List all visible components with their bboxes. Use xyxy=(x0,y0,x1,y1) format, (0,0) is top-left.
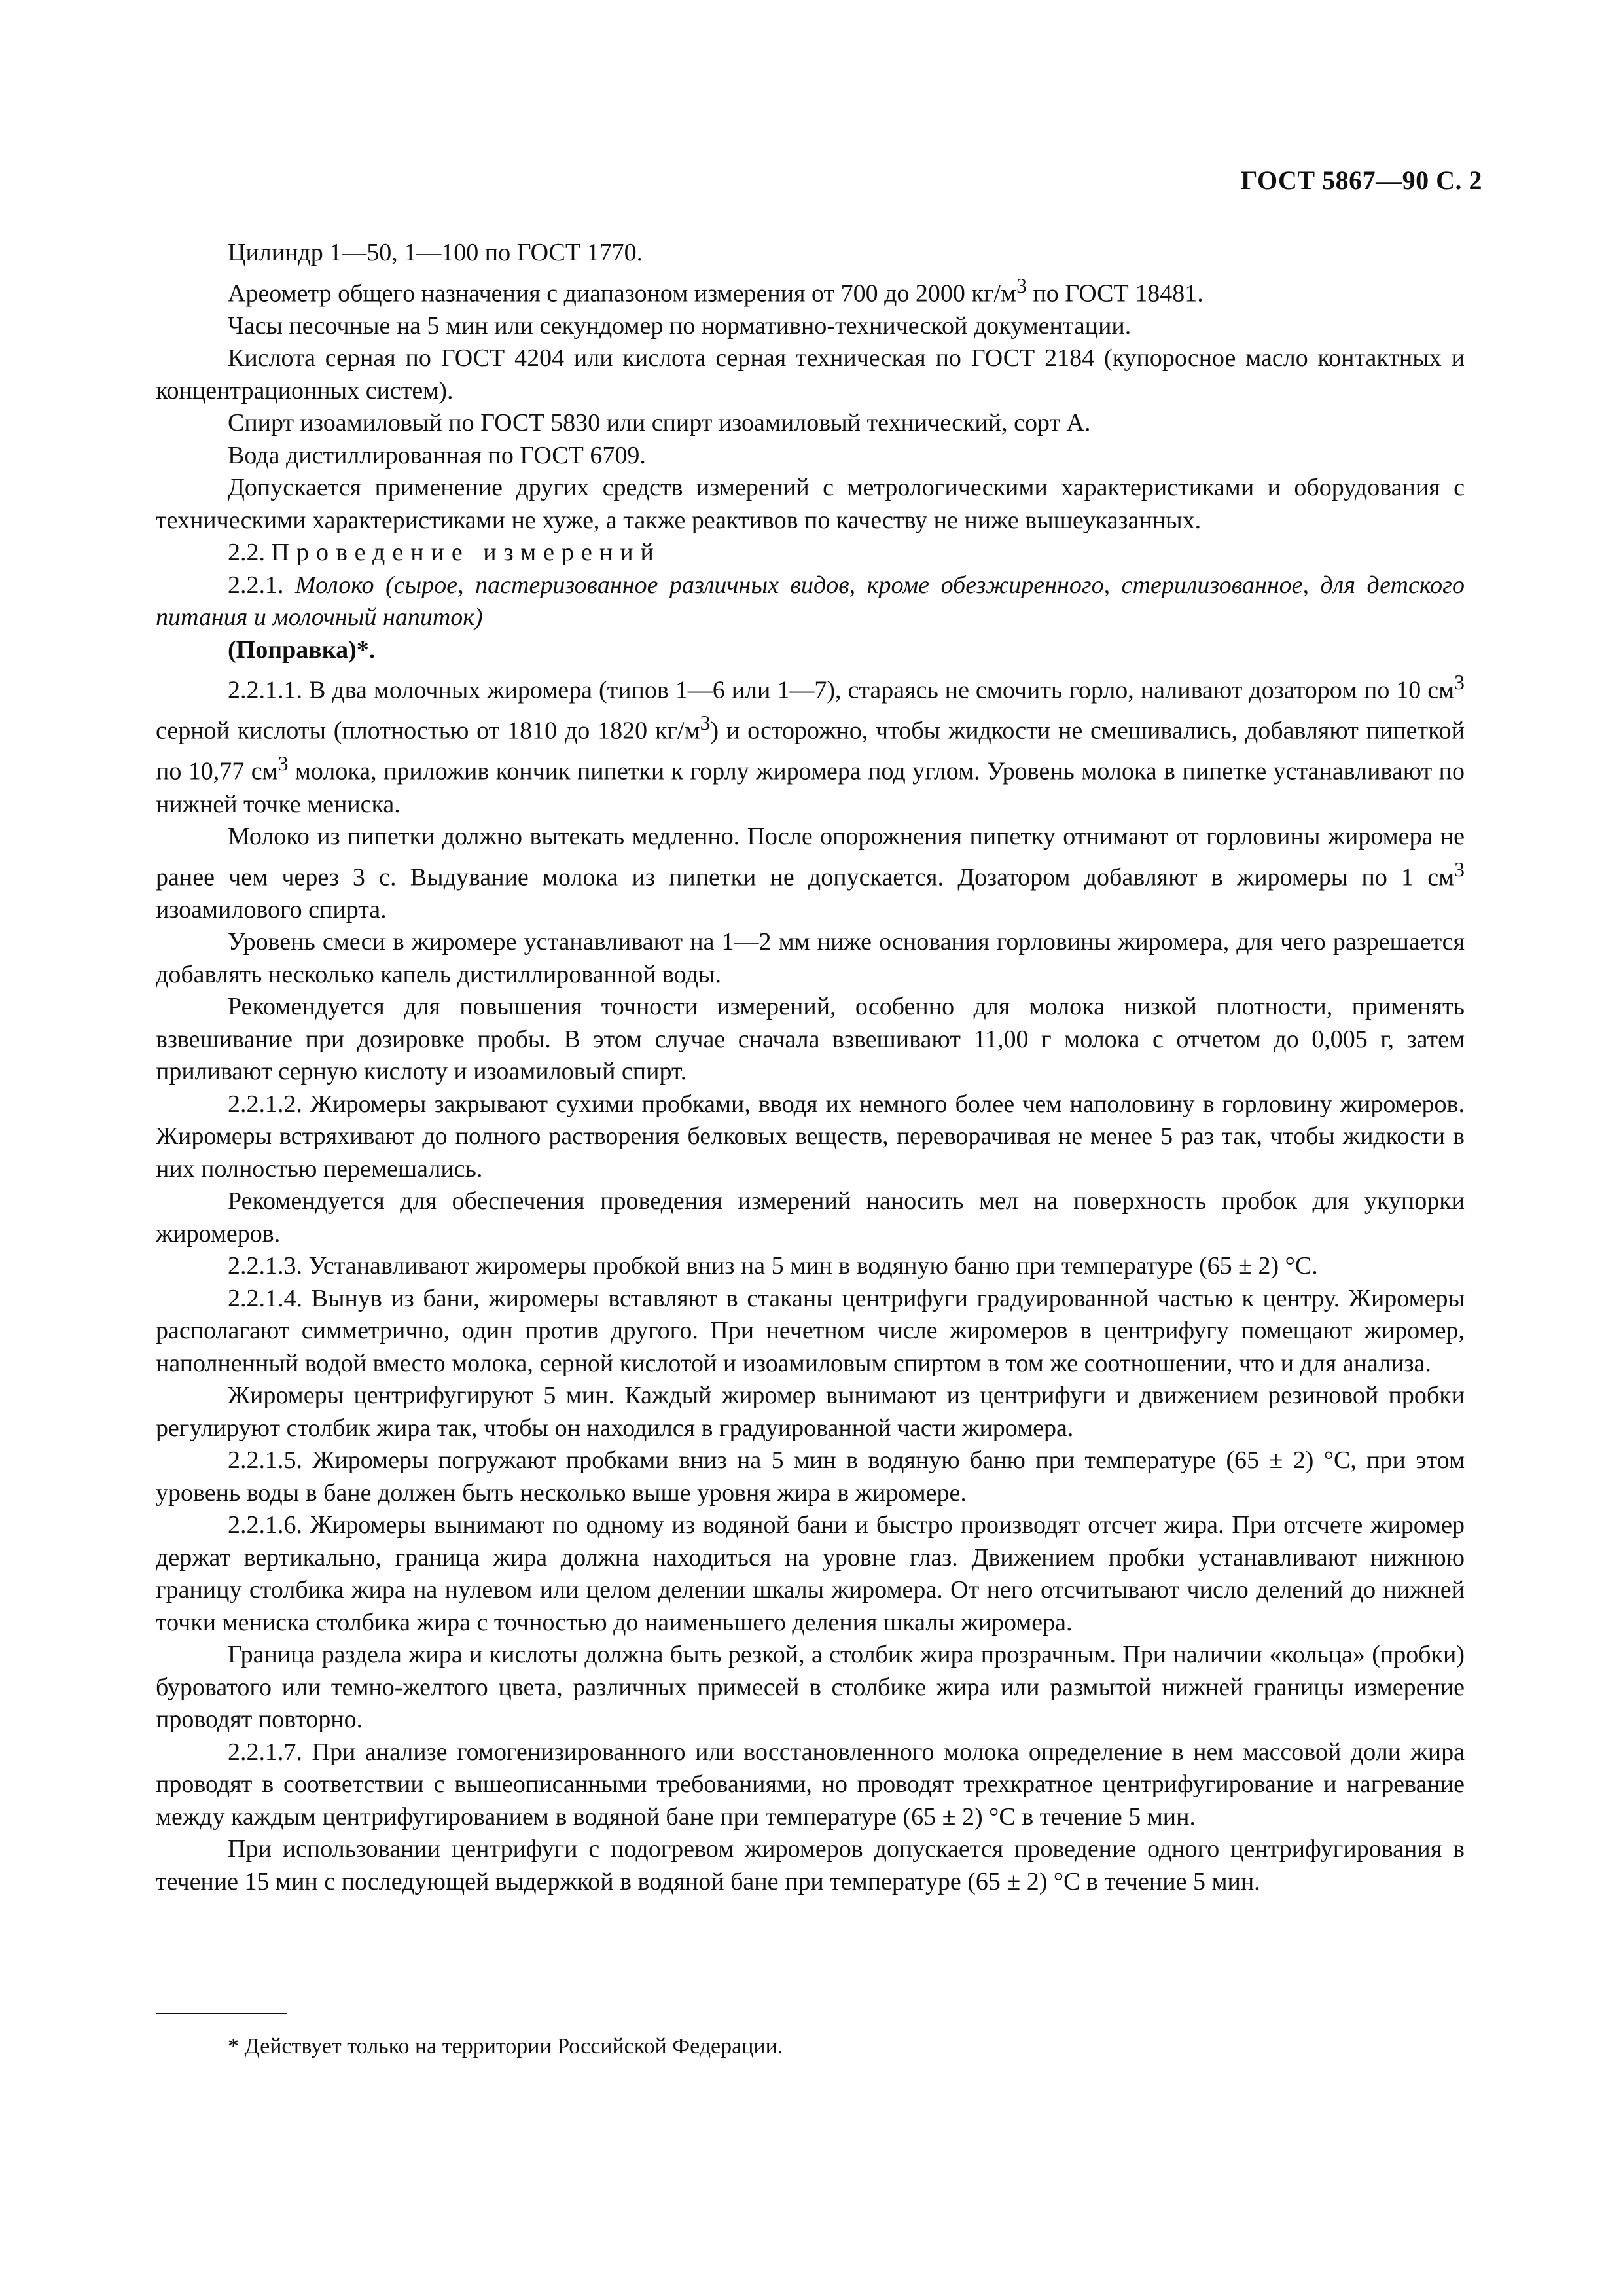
paragraph: 2.2.1.3. Устанавливают жиромеры пробкой вниз на 5 мин в водяную баню при температуре (65 ± 2) °С. xyxy=(228,1252,1318,1280)
paragraph: 2.2.1.7. При анализе гомогенизированного или восстановленного молока определение в нем массовой доли жира проводят в соответствии с вышеописанными требованиями, но проводят трехкратное центрифугирование и нагревание между каждым центрифугированием в водяной бане при температуре (65 ± 2) °С в течение 5 мин. xyxy=(156,1738,1465,1831)
paragraph: Часы песочные на 5 мин или секундомер по нормативно-технической документации. xyxy=(228,312,1132,340)
paragraph: Цилиндр 1—50, 1—100 по ГОСТ 1770. xyxy=(228,239,643,266)
paragraph: 2.2.1.4. Вынув из бани, жиромеры вставляют в стаканы центрифуги градуированной частью к центру. Жиромеры располагают симметрично, один против другого. При нечетном числе жиромеров в центрифугу помещают жиромер, наполненный водой вместо молока, серной кислотой и изоамиловым спиртом в том же соотношении, что и для анализа. xyxy=(156,1284,1465,1377)
document-body xyxy=(156,237,1465,1898)
footnote: * Действует только на территории Российской Федерации. xyxy=(228,2034,783,2058)
paragraph: Вода дистиллированная по ГОСТ 6709. xyxy=(228,441,646,469)
subsection-heading: 2.2.1. Молоко (сырое, пастеризованное различных видов, кроме обезжиренного, стерилизованное, для детского питания и молочный напиток) xyxy=(156,571,1465,632)
paragraph: Ареометр общего назначения с диапазоном измерения от 700 до 2000 $кг/м^3$ по ГОСТ 18481. xyxy=(228,274,1204,308)
footnote-divider xyxy=(156,2013,287,2014)
paragraph: Жиромеры центрифугируют 5 мин. Каждый жиромер вынимают из центрифуги и движением резиновой пробки регулируют столбик жира так, чтобы он находился в градуированной части жиромера. xyxy=(156,1382,1465,1442)
paragraph: Кислота серная по ГОСТ 4204 или кислота серная техническая по ГОСТ 2184 (купоросное масло контактных и концентрационных систем). xyxy=(156,344,1465,404)
paragraph: Уровень смеси в жиромере устанавливают на 1—2 мм ниже основания горловины жиромера, для чего разрешается добавлять несколько капель дистиллированной воды. xyxy=(156,928,1465,988)
paragraph: 2.2.1.6. Жиромеры вынимают по одному из водяной бани и быстро производят отсчет жира. При отсчете жиромер держат вертикально, граница жира должна находиться на уровне глаз. Движением пробки устанавливают нижнюю границу столбика жира на нулевом или целом делении шкалы жиромера. От него отсчитывают число делений до нижней точки мениска столбика жира с точностью до наименьшего деления шкалы жиромера. xyxy=(156,1511,1465,1636)
paragraph: При использовании центрифуги с подогревом жиромеров допускается проведение одного центрифугирования в течение 15 мин с последующей выдержкой в водяной бане при температуре (65 ± 2) °С в течение 5 мин. xyxy=(156,1835,1465,1895)
running-head: ГОСТ 5867—90 С. 2 xyxy=(1240,166,1482,195)
section-heading: 2.2. Проведение измерений xyxy=(228,539,661,567)
paragraph: Спирт изоамиловый по ГОСТ 5830 или спирт изоамиловый технический, сорт А. xyxy=(228,409,1091,437)
paragraph: Молоко из пипетки должно вытекать медленно. После опорожнения пипетку отнимают от горловины жиромера не ранее чем через 3 с. Выдувание молока из пипетки не допускается. Дозатором добавляют в жиромеры по 1 $см^3$ изоамилового спирта. xyxy=(156,823,1465,924)
paragraph: 2.2.1.1. В два молочных жиромера (типов 1—6 или 1—7), стараясь не смочить горло, наливают дозатором по 10 $см^3$ серной кислоты (плотностью от 1810 до 1820 $кг/м^3$) и осторожно, чтобы жидкости не смешивались, добавляют пипеткой по 10,77 $см^3$ молока, приложив кончик пипетки к горлу жиромера под углом. Уровень молока в пипетке устанавливают по нижней точке мениска. xyxy=(156,671,1465,818)
paragraph: 2.2.1.5. Жиромеры погружают пробками вниз на 5 мин в водяную баню при температуре (65 ± 2) °С, при этом уровень воды в бане должен быть несколько выше уровня жира в жиромере. xyxy=(156,1446,1465,1507)
paragraph: Рекомендуется для повышения точности измерений, особенно для молока низкой плотности, применять взвешивание при дозировке пробы. В этом случае сначала взвешивают 11,00 г молока с отчетом до 0,005 г, затем приливают серную кислоту и изоамиловый спирт. xyxy=(156,993,1465,1086)
paragraph: 2.2.1.2. Жиромеры закрывают сухими пробками, вводя их немного более чем наполовину в горловину жиромеров. Жиромеры встряхивают до полного растворения белковых веществ, переворачивая не менее 5 раз так, чтобы жидкости в них полностью перемешались. xyxy=(156,1090,1465,1183)
paragraph: Допускается применение других средств измерений с метрологическими характеристиками и оборудования с техническими характеристиками не хуже, а также реактивов по качеству не ниже вышеуказанных. xyxy=(156,474,1465,534)
amendment-note: (Поправка)*. xyxy=(228,636,376,664)
paragraph: Граница раздела жира и кислоты должна быть резкой, а столбик жира прозрачным. При наличии «кольца» (пробки) буроватого или темно-желтого цвета, различных примесей в столбике жира или размытой нижней границы измерение проводят повторно. xyxy=(156,1641,1465,1734)
paragraph: Рекомендуется для обеспечения проведения измерений наносить мел на поверхность пробок для укупорки жиромеров. xyxy=(156,1187,1465,1247)
